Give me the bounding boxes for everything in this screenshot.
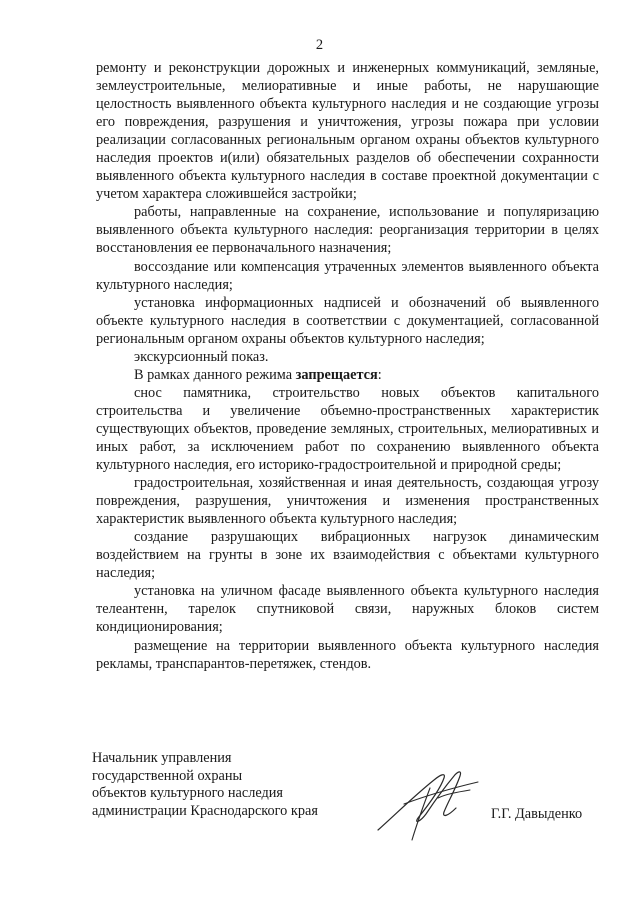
signer-position <box>92 750 318 820</box>
paragraph: ремонту и реконструкции дорожных и инженерных коммуникаций, земляные, землеустроительные, мелиоративные и иные работы, не нарушающие целостность выявленного объекта культурного наследия и не создающие угрозы его повреждения, разрушения и уничтожения, угрозы пожара при условии реализации согласованных региональным органом охраны объектов культурного наследия проектов и(или) обязательных разделов об обеспечении сохранности выявленного объекта культурного наследия в составе проектной документации с учетом характера сложившейся застройки; <box>96 60 599 203</box>
prohibited-heading <box>96 366 599 384</box>
prohibited-heading-lead: В рамках данного режима <box>134 366 296 383</box>
signer-position-line: администрации Краснодарского края <box>92 802 318 819</box>
paragraph: работы, направленные на сохранение, использование и популяризацию выявленного объекта культурного наследия: реорганизация территории в целях восстановления ее первоначального назначения; <box>96 204 599 257</box>
paragraph: размещение на территории выявленного объекта культурного наследия рекламы, транспарантов-перетяжек, стендов. <box>96 637 599 672</box>
handwritten-signature <box>374 758 484 848</box>
paragraph: экскурсионный показ. <box>134 348 269 365</box>
signer-position-line: объектов культурного наследия <box>92 785 283 801</box>
signer-position-line: государственной охраны <box>92 767 243 784</box>
paragraph: снос памятника, строительство новых объектов капитального строительства и увеличение объемно-пространственных характеристик существующих объектов, проведение земляных, строительных, мелиоративных и иных работ, за исключением работ по сохранению выявленного объекта культурного наследия, его историко-градостроительной и природной среды; <box>96 384 599 474</box>
paragraph: установка на уличном фасаде выявленного объекта культурного наследия телеантенн, тарелок спутниковой связи, наружных блоков систем кондиционирования; <box>96 583 599 636</box>
signer-name: Г.Г. Давыденко <box>491 806 583 822</box>
paragraph: воссоздание или компенсация утраченных элементов выявленного объекта культурного наследия; <box>96 258 599 293</box>
paragraph: градостроительная, хозяйственная и иная деятельность, создающая угрозу повреждения, разрушения, уничтожения и изменения пространственных характеристик выявленного объекта культурного наследия; <box>96 475 599 528</box>
document-body <box>96 59 599 673</box>
paragraph: создание разрушающих вибрационных нагрузок динамическим воздействием на грунты в зоне их взаимодействия с объектами культурного наследия; <box>96 529 599 582</box>
prohibited-keyword: запрещается <box>295 366 378 383</box>
signer-position-line: Начальник управления <box>92 750 232 766</box>
prohibited-heading-tail: : <box>377 366 382 383</box>
page-number: 2 <box>315 37 324 53</box>
paragraph: установка информационных надписей и обозначений об выявленного объекте культурного наследия в соответствии с документацией, согласованной региональным органом охраны объектов культурного наследия; <box>96 294 599 347</box>
